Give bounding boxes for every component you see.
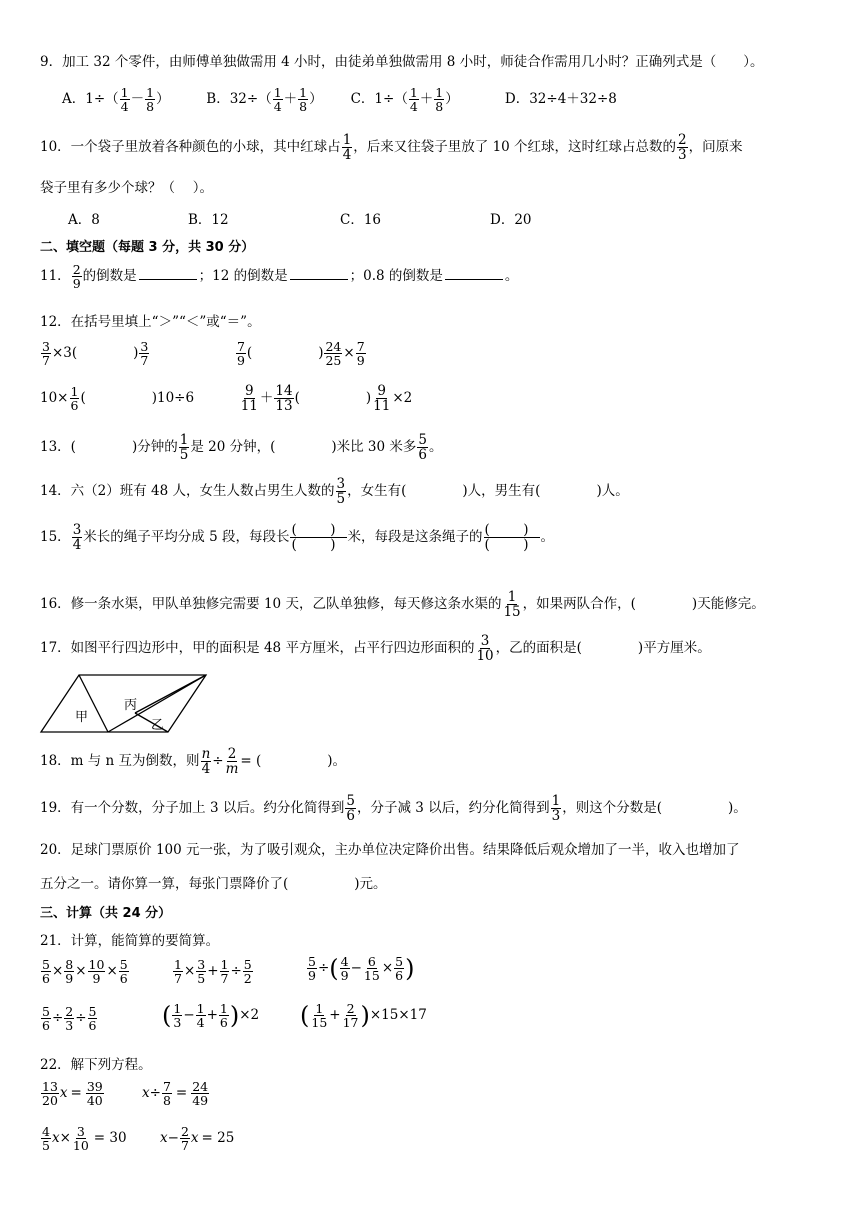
option-a[interactable]: A．1÷（ $\frac{1}{4}$ － $\frac{1}{8}$ ） bbox=[62, 85, 170, 115]
section-3-heading: 三、计算（共 24 分） bbox=[40, 906, 172, 921]
option-c[interactable]: C．1÷（ $\frac{1}{4}$ ＋ $\frac{1}{8}$ ） bbox=[350, 85, 459, 115]
section-2-heading: 二、填空题（每题 3 分，共 30 分） bbox=[40, 240, 255, 255]
question-20-line2: 五分之一。请你算一算，每张门票降价了( )元。 bbox=[40, 876, 387, 892]
question-10-options bbox=[68, 208, 532, 228]
equation-4: x− $\frac{2}{7}$ x = 25 bbox=[160, 1124, 235, 1154]
calc-expr-6: ( $\frac{1}{15}$ + $\frac{2}{17}$ )×15×17 bbox=[300, 1001, 427, 1031]
question-12-row2: 10× $\frac{1}{6}$ ( )10÷6 $\frac{9}{11}$ ＋ $\frac{14}{13}$ ( ) $\frac{9}{11}$ ×2 bbox=[40, 383, 413, 415]
question-15: 15． $\frac{3}{4}$ 米长的绳子平均分成 5 段，每段长 $\frac{( )}{( )}$ 米，每段是这条绳子的 $\frac{( )}{( )}$ 。 bbox=[40, 522, 555, 554]
question-11: 11． $\frac{2}{9}$ 的倒数是 ；12 的倒数是 ；0.8 的倒数是 。 bbox=[40, 262, 519, 292]
answer-blank[interactable] bbox=[290, 279, 348, 280]
option-d[interactable]: D．32÷4＋32÷8 bbox=[504, 91, 617, 108]
question-22-title: 22．解下列方程。 bbox=[40, 1057, 152, 1073]
question-13: 13．( )分钟的 $\frac{1}{5}$ 是 20 分钟，( )米比 30 米多 $\frac{5}{6}$ 。 bbox=[40, 432, 443, 464]
question-19: 19．有一个分数，分子加上 3 以后。约分化简得到 $\frac{5}{6}$ ，分子减 3 以后，约分化简得到 $\frac{1}{3}$ ，则这个分数是( )。 bbox=[40, 793, 747, 825]
label-jia: 甲 bbox=[75, 710, 89, 725]
option-a[interactable]: A．8 bbox=[68, 212, 100, 228]
answer-fraction-box[interactable]: $\frac{( )}{( )}$ bbox=[291, 522, 346, 554]
question-10-line1: 10．一个袋子里放着各种颜色的小球，其中红球占 $\frac{1}{4}$ ，后来又往袋子里放了 10 个红球，这时红球占总数的 $\frac{2}{3}$ ，问原来 bbox=[40, 132, 743, 164]
option-d[interactable]: D．20 bbox=[490, 212, 532, 228]
label-bing: 丙 bbox=[124, 698, 138, 713]
question-9-text: 9．加工 32 个零件，由师傅单独做需用 4 小时，由徒弟单独做需用 8 小时，师徒合作需用几小时？正确列式是（ ）。 bbox=[40, 54, 764, 70]
question-10-line2: 袋子里有多少个球？（ ）。 bbox=[40, 180, 214, 196]
calc-expr-4: $\frac{5}{6}$ ÷ $\frac{2}{3}$ ÷ $\frac{5}{6}$ bbox=[42, 1004, 97, 1034]
answer-blank[interactable] bbox=[139, 279, 197, 280]
calc-expr-1: $\frac{5}{6}$ × $\frac{8}{9}$ × $\frac{10}{9}$ × $\frac{5}{6}$ bbox=[42, 957, 128, 987]
question-12-title: 12．在括号里填上“＞”“＜”或“＝”。 bbox=[40, 314, 261, 330]
question-16: 16．修一条水渠，甲队单独修完需要 10 天，乙队单独修，每天修这条水渠的 $\frac{1}{15}$ ，如果两队合作，( )天能修完。 bbox=[40, 589, 765, 621]
calc-expr-5: ( $\frac{1}{3}$ − $\frac{1}{4}$ + $\frac{1}{6}$ )×2 bbox=[162, 1001, 260, 1031]
question-18: 18．m 与 n 互为倒数，则 $\frac{n}{4}$ ÷ $\frac{2}{m}$ = ( )。 bbox=[40, 746, 347, 778]
option-c[interactable]: C．16 bbox=[340, 212, 382, 228]
option-b[interactable]: B．32÷（ $\frac{1}{4}$ ＋ $\frac{1}{8}$ ） bbox=[206, 85, 323, 115]
equation-3: $\frac{4}{5}$ x× $\frac{3}{10}$ = 30 bbox=[42, 1124, 127, 1154]
question-20-line1: 20．足球门票原价 100 元一张，为了吸引观众，主办单位决定降价出售。结果降低后观众增加了一半，收入也增加了 bbox=[40, 842, 740, 858]
question-12-row1: $\frac{3}{7}$ ×3( ) $\frac{3}{7}$ $\frac{7}{9}$ ( ) $\frac{24}{25}$ × $\frac{7}{9}$ bbox=[42, 339, 365, 369]
calc-expr-3: $\frac{5}{9}$ ÷( $\frac{4}{9}$ − $\frac{6}{15}$ × $\frac{5}{6}$ ) bbox=[308, 954, 415, 984]
label-yi: 乙 bbox=[151, 718, 165, 733]
equation-2: x÷ $\frac{7}{8}$ = $\frac{24}{49}$ bbox=[142, 1079, 209, 1109]
answer-blank[interactable] bbox=[445, 279, 503, 280]
equation-1: $\frac{13}{20}$ x = $\frac{39}{40}$ bbox=[42, 1079, 103, 1109]
question-17: 17．如图平行四边形中，甲的面积是 48 平方厘米，占平行四边形面积的 $\frac{3}{10}$ ，乙的面积是( )平方厘米。 bbox=[40, 633, 711, 665]
answer-fraction-box[interactable]: $\frac{( )}{( )}$ bbox=[484, 522, 539, 554]
question-14: 14．六（2）班有 48 人，女生人数占男生人数的 $\frac{3}{5}$ ，女生有( )人，男生有( )人。 bbox=[40, 476, 629, 508]
question-21-title: 21．计算，能简算的要简算。 bbox=[40, 933, 220, 949]
calc-expr-2: $\frac{1}{7}$ × $\frac{3}{5}$ + $\frac{1}{7}$ ÷ $\frac{5}{2}$ bbox=[174, 957, 252, 987]
question-9-options bbox=[62, 86, 617, 113]
option-b[interactable]: B．12 bbox=[188, 212, 229, 228]
